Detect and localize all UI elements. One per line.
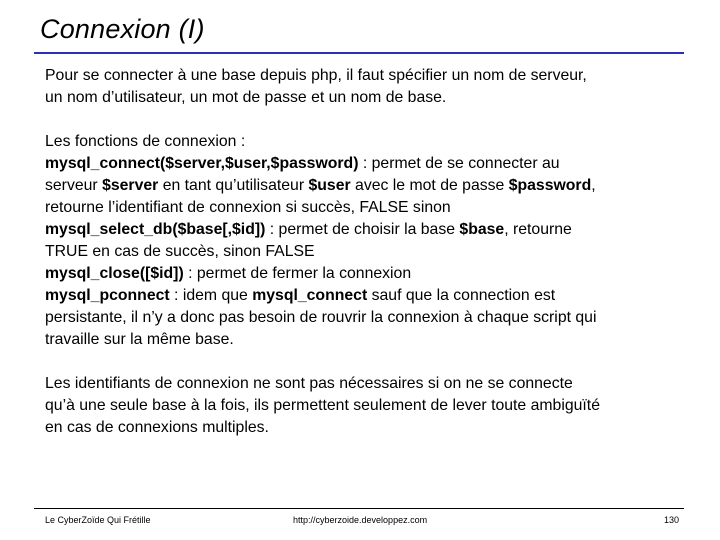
fn-ref: mysql_connect bbox=[252, 287, 368, 304]
var: $server bbox=[102, 177, 159, 194]
mysql-connect-line-3: retourne l’identifiant de connexion si succès, FALSE sinon bbox=[45, 199, 451, 216]
outro-line-1: Les identifiants de connexion ne sont pas nécessaires si on ne se connecte bbox=[45, 375, 573, 392]
fn-desc: : permet de fermer la connexion bbox=[183, 265, 412, 282]
fn-desc: : permet de se connecter au bbox=[358, 155, 560, 172]
fn-name: mysql_connect($server,$user,$password) bbox=[45, 155, 359, 172]
var: $password bbox=[508, 177, 592, 194]
intro-line-1: Pour se connecter à une base depuis php, il faut spécifier un nom de serveur, bbox=[45, 67, 587, 84]
fn-name: mysql_pconnect bbox=[45, 287, 170, 304]
fn-name: mysql_select_db($base[,$id]) bbox=[45, 221, 266, 238]
footer-url[interactable]: http://cyberzoide.developpez.com bbox=[293, 515, 428, 525]
mysql-pconnect-line-3: travaille sur la même base. bbox=[45, 331, 234, 348]
text: serveur bbox=[45, 177, 103, 194]
page-number: 130 bbox=[664, 515, 680, 525]
fn-desc: : idem que bbox=[169, 287, 253, 304]
slide-content bbox=[45, 65, 685, 439]
var: $base bbox=[459, 221, 505, 238]
slide-title: Connexion (I) bbox=[40, 14, 205, 44]
functions-heading: Les fonctions de connexion : bbox=[45, 133, 246, 150]
text: avec le mot de passe bbox=[350, 177, 509, 194]
text: sauf que la connection est bbox=[367, 287, 556, 304]
var: $user bbox=[308, 177, 351, 194]
footer-divider bbox=[34, 508, 684, 509]
mysql-connect-line-2 bbox=[45, 175, 685, 197]
fn-name: mysql_close([$id]) bbox=[45, 265, 184, 282]
mysql-select-db-line-2: TRUE en cas de succès, sinon FALSE bbox=[45, 243, 315, 260]
footer-author: Le CyberZoïde Qui Frétille bbox=[45, 515, 151, 525]
intro-line-2: un nom d’utilisateur, un mot de passe et un nom de base. bbox=[45, 89, 447, 106]
title-underline bbox=[34, 52, 684, 54]
outro-line-2: qu’à une seule base à la fois, ils permettent seulement de lever toute ambiguïté bbox=[45, 397, 600, 414]
text: , bbox=[591, 177, 596, 194]
mysql-connect-line-1 bbox=[45, 153, 685, 175]
mysql-pconnect-line-2: persistante, il n’y a donc pas besoin de rouvrir la connexion à chaque script qui bbox=[45, 309, 597, 326]
mysql-select-db-line-1 bbox=[45, 219, 685, 241]
outro-line-3: en cas de connexions multiples. bbox=[45, 419, 269, 436]
mysql-close-line bbox=[45, 263, 685, 285]
fn-desc: : permet de choisir la base bbox=[265, 221, 460, 238]
text: , retourne bbox=[504, 221, 572, 238]
text: en tant qu’utilisateur bbox=[158, 177, 309, 194]
mysql-pconnect-line-1 bbox=[45, 285, 685, 307]
